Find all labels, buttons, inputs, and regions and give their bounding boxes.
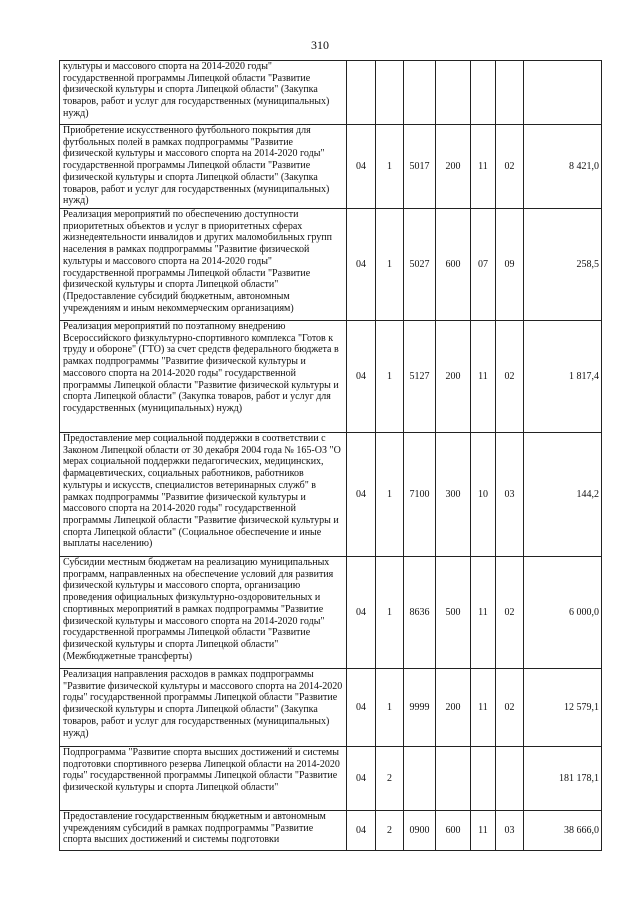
row-description-cell: [60, 125, 347, 209]
amount-cell: 38 666,0: [524, 811, 602, 851]
code-cell-c6: 02: [496, 557, 524, 669]
code-cell-c1: 04: [347, 125, 376, 209]
code-cell-c6: 09: [496, 209, 524, 321]
code-cell-c3: 5127: [404, 321, 436, 433]
code-cell-c5: 11: [471, 811, 496, 851]
table-row: [60, 747, 602, 811]
code-cell-c1: 04: [347, 321, 376, 433]
code-cell-c5: 10: [471, 433, 496, 557]
table-row: [60, 209, 602, 321]
page-number: 310: [311, 38, 329, 52]
code-cell-c4: [436, 747, 471, 811]
amount-cell: 8 421,0: [524, 125, 602, 209]
code-cell-c3: 9999: [404, 669, 436, 747]
row-description-cell: [60, 433, 347, 557]
row-description: Предоставление государственным бюджетным и автономным учреждениям субсидий в рамках подпрограммы "Развитие спорта высших достижений и системы подготовки: [63, 811, 326, 846]
code-cell-c2: 1: [376, 209, 404, 321]
row-description-cell: [60, 321, 347, 433]
amount-cell: 181 178,1: [524, 747, 602, 811]
code-cell-c2: 2: [376, 811, 404, 851]
code-cell-c4: 300: [436, 433, 471, 557]
code-cell-c1: 04: [347, 209, 376, 321]
row-description: Субсидии местным бюджетам на реализацию муниципальных программ, направленных на обеспечение условий для развития физической культуры и массового спорта, организацию проведения официальных физкультурно-оздоровительных и спортивных мероприятий в рамках подпрограммы "Развитие физической культуры и массового спорта на 2014-2020 годы" государственной программы Липецкой области "Развитие физической культуры и спорта Липецкой области" (Межбюджетные трансферты): [63, 557, 334, 662]
row-description-cell: [60, 209, 347, 321]
code-cell-c6: 02: [496, 321, 524, 433]
row-description-cell: [60, 669, 347, 747]
code-cell-c2: 1: [376, 557, 404, 669]
row-description-cell: [60, 811, 347, 851]
amount-cell: [524, 61, 602, 125]
table-row: [60, 125, 602, 209]
table-row: [60, 433, 602, 557]
code-cell-c6: [496, 747, 524, 811]
code-cell-c3: 8636: [404, 557, 436, 669]
code-cell-c6: [496, 61, 524, 125]
code-cell-c5: 07: [471, 209, 496, 321]
row-description: Предоставление мер социальной поддержки в соответствии с Законом Липецкой области от 30 декабря 2004 года № 165-ОЗ "О мерах социальной поддержки педагогических, медицинских, фармацевтических, социальных работников, работников культуры и искусств, специалистов ветеринарных служб" в рамках подпрограммы "Развитие физической культуры и массового спорта на 2014-2020 годы" государственной программы Липецкой области "Развитие физической культуры и спорта Липецкой области" (Социальное обеспечение и иные выплаты населению): [63, 433, 341, 550]
amount-cell: 258,5: [524, 209, 602, 321]
code-cell-c2: 1: [376, 433, 404, 557]
row-description: Реализация мероприятий по поэтапному внедрению Всероссийского физкультурно-спортивного комплекса "Готов к труду и обороне" (ГТО) за счет средств федерального бюджета в рамках подпрограммы "Развитие физической культуры и массового спорта на 2014-2020 годы" государственной программы Липецкой области "Развитие физической культуры и спорта Липецкой области" (Закупка товаров, работ и услуг для государственных (муниципальных) нужд): [63, 321, 339, 414]
code-cell-c5: [471, 61, 496, 125]
row-description: культуры и массового спорта на 2014-2020 годы" государственной программы Липецкой области "Развитие физической культуры и спорта Липецкой области" (Закупка товаров, работ и услуг для государственных (муниципальных) нужд): [63, 61, 330, 119]
code-cell-c6: 03: [496, 811, 524, 851]
amount-cell: 6 000,0: [524, 557, 602, 669]
code-cell-c2: 1: [376, 321, 404, 433]
amount-cell: 144,2: [524, 433, 602, 557]
amount-cell: 1 817,4: [524, 321, 602, 433]
code-cell-c4: 200: [436, 321, 471, 433]
code-cell-c3: 0900: [404, 811, 436, 851]
table-row: [60, 61, 602, 125]
row-description-cell: [60, 747, 347, 811]
code-cell-c2: [376, 61, 404, 125]
code-cell-c2: 2: [376, 747, 404, 811]
amount-cell: 12 579,1: [524, 669, 602, 747]
code-cell-c4: 600: [436, 209, 471, 321]
row-description: Реализация направления расходов в рамках подпрограммы "Развитие физической культуры и массового спорта на 2014-2020 годы" государственной программы Липецкой области "Развитие физической культуры и спорта Липецкой области" (Закупка товаров, работ и услуг для государственных (муниципальных) нужд): [63, 669, 343, 739]
row-description: Подпрограмма "Развитие спорта высших достижений и системы подготовки спортивного резерва Липецкой области на 2014-2020 годы" государственной программы Липецкой области "Развитие физической культуры и спорта Липецкой области": [63, 747, 340, 794]
code-cell-c1: [347, 61, 376, 125]
code-cell-c5: [471, 747, 496, 811]
budget-table: [59, 60, 602, 851]
code-cell-c1: 04: [347, 811, 376, 851]
code-cell-c1: 04: [347, 557, 376, 669]
code-cell-c4: [436, 61, 471, 125]
code-cell-c4: 200: [436, 669, 471, 747]
code-cell-c5: 11: [471, 669, 496, 747]
code-cell-c6: 02: [496, 669, 524, 747]
table-row: [60, 669, 602, 747]
code-cell-c6: 03: [496, 433, 524, 557]
code-cell-c3: [404, 61, 436, 125]
table-row: [60, 557, 602, 669]
code-cell-c1: 04: [347, 747, 376, 811]
code-cell-c5: 11: [471, 125, 496, 209]
code-cell-c3: 5017: [404, 125, 436, 209]
table-row: [60, 321, 602, 433]
code-cell-c3: 7100: [404, 433, 436, 557]
row-description: Реализация мероприятий по обеспечению доступности приоритетных объектов и услуг в приоритетных сферах жизнедеятельности инвалидов и других маломобильных групп населения в рамках подпрограммы "Развитие физической культуры и массового спорта на 2014-2020 годы" государственной программы Липецкой области "Развитие физической культуры и спорта Липецкой области" (Предоставление субсидий бюджетным, автономным учреждениям и иным некоммерческим организациям): [63, 209, 332, 314]
code-cell-c2: 1: [376, 669, 404, 747]
table-body: [60, 61, 602, 851]
code-cell-c2: 1: [376, 125, 404, 209]
row-description: Приобретение искусственного футбольного покрытия для футбольных полей в рамках подпрограммы "Развитие физической культуры и массового спорта на 2014-2020 годы" государственной программы Липецкой области "Развитие физической культуры и спорта Липецкой области" (Закупка товаров, работ и услуг для государственных (муниципальных) нужд): [63, 125, 330, 207]
row-description-cell: [60, 61, 347, 125]
code-cell-c4: 500: [436, 557, 471, 669]
code-cell-c4: 200: [436, 125, 471, 209]
code-cell-c1: 04: [347, 669, 376, 747]
code-cell-c3: 5027: [404, 209, 436, 321]
code-cell-c3: [404, 747, 436, 811]
code-cell-c1: 04: [347, 433, 376, 557]
code-cell-c5: 11: [471, 321, 496, 433]
row-description-cell: [60, 557, 347, 669]
code-cell-c6: 02: [496, 125, 524, 209]
code-cell-c4: 600: [436, 811, 471, 851]
table-row: [60, 811, 602, 851]
code-cell-c5: 11: [471, 557, 496, 669]
